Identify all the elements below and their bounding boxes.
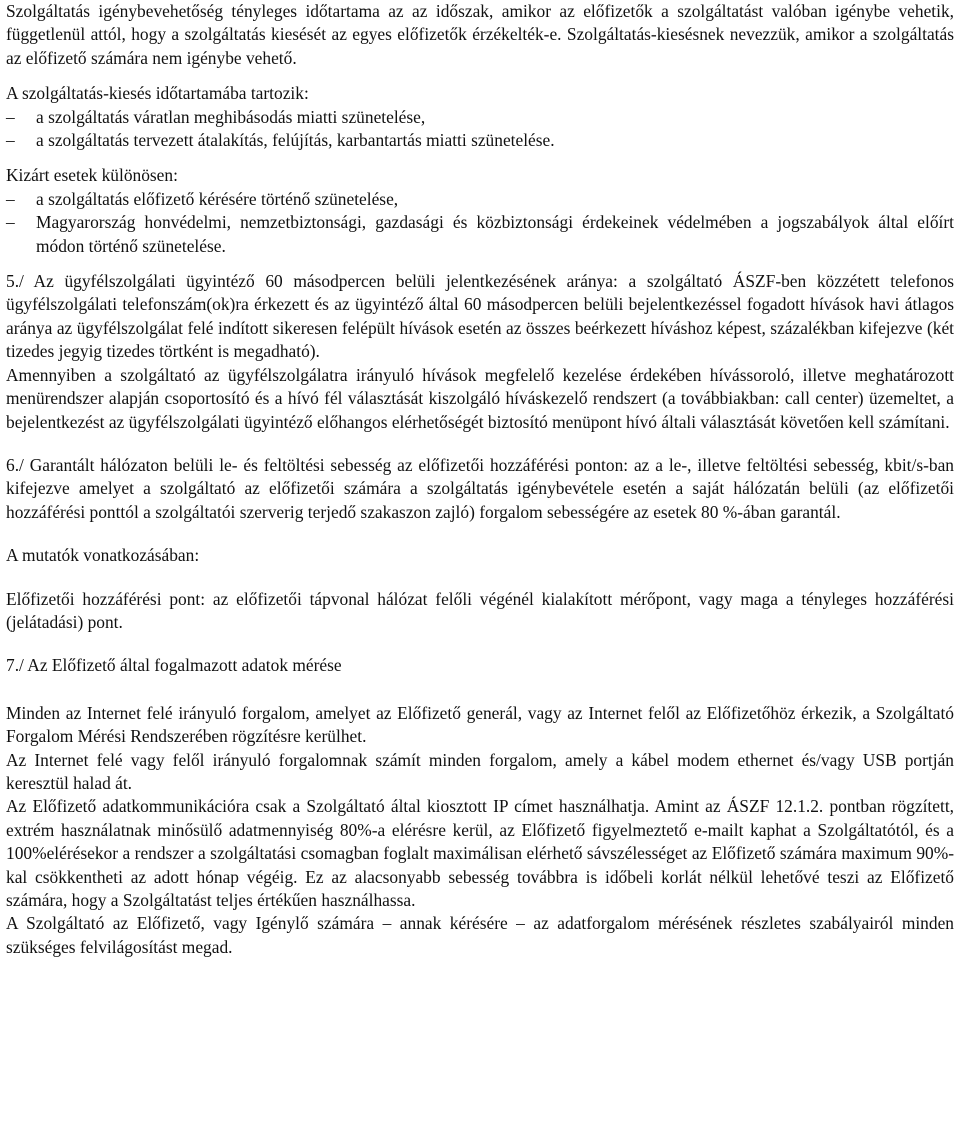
list-item-text: a szolgáltatás váratlan meghibásodás miatti szünetelése, — [36, 106, 426, 127]
list-item — [6, 106, 954, 129]
list-item — [6, 129, 954, 152]
section-7-paragraph-1: Minden az Internet felé irányuló forgalom, amelyet az Előfizető generál, vagy az Internet felől az Előfizetőhöz érkezik, a Szolgáltató Forgalom Mérési Rendszerében rögzítésre kerülhet. — [6, 702, 954, 747]
dash-marker: – — [6, 188, 15, 209]
list-item — [6, 188, 954, 211]
section-5-call-center-paragraph: Amennyiben a szolgáltató az ügyfélszolgálatra irányuló hívások megfelelő kezelése érdekében hívássoroló, illetve meghatározott menürendszer alapján csoportosító és a hívó fél választását kiszolgáló híváskezelő rendszert (a továbbiakban: call center) üzemeltet, a bejelentkezést az ügyfélszolgálati ügyintéző előhangos elérhetőségét biztosító menüpont hívó általi választását követően kell számítani. — [6, 364, 954, 432]
dash-marker: – — [6, 106, 15, 127]
list-item — [6, 211, 954, 258]
dash-marker: – — [6, 212, 15, 233]
list-item-text: a szolgáltatás előfizető kérésére történő szünetelése, — [36, 188, 399, 209]
section-7-paragraph-2: Az Internet felé vagy felől irányuló forgalomnak számít minden forgalom, amely a kábel modem ethernet és/vagy USB portján keresztül halad át. — [6, 749, 954, 793]
outage-heading: A szolgáltatás-kiesés időtartamába tartozik: — [6, 83, 309, 104]
access-point-definition: Előfizetői hozzáférési pont: az előfizetői tápvonal hálózat felőli végénél kialakított mérőpont, vagy maga a tényleges hozzáférési (jelátadási) pont. — [6, 588, 954, 632]
section-7-heading: 7./ Az Előfizető által fogalmazott adatok mérése — [6, 655, 342, 676]
excluded-heading: Kizárt esetek különösen: — [6, 165, 178, 186]
indicators-heading: A mutatók vonatkozásában: — [6, 545, 200, 566]
list-item-text: a szolgáltatás tervezett átalakítás, felújítás, karbantartás miatti szünetelése. — [36, 130, 555, 151]
section-5-paragraph: 5./ Az ügyfélszolgálati ügyintéző 60 másodpercen belüli jelentkezésének aránya: a szolgáltató ÁSZF-ben közzétett telefonos ügyfélszolgálati telefonszám(ok)ra érkezett és az ügyintéző által 60 másodpercen belüli bejelentkezéssel fogadott hívások havi átlagos aránya az ügyfélszolgálat felé indított sikeresen felépült hívások esetén az összes beérkezett híváshoz képest, százalékban kifejezve (két tizedes jegyig tizedes törtként is megadható). — [6, 271, 954, 362]
excluded-list — [6, 188, 954, 258]
outage-list — [6, 106, 954, 153]
intro-paragraph: Szolgáltatás igénybevehetőség tényleges időtartama az az időszak, amikor az előfizetők a szolgáltatást valóban igénybe vehetik, függetlenül attól, hogy a szolgáltatás kiesését az egyes előfizetők érzékelték-e. Szolgáltatás-kiesésnek nevezzük, amikor a szolgáltatás az előfizető számára nem igénybe vehető. — [6, 1, 954, 68]
list-item-text: Magyarország honvédelmi, nemzetbiztonsági, gazdasági és közbiztonsági érdekeinek védelmében a jogszabályok által előírt módon történő szünetelése. — [36, 212, 954, 256]
section-6-paragraph: 6./ Garantált hálózaton belüli le- és feltöltési sebesség az előfizetői hozzáférési ponton: az a le-, illetve feltöltési sebesség, kbit/s-ban kifejezve amelyet a szolgáltató az előfizetői számára a szolgáltatás igénybevétele esetén a saját hálózatán belüli (az előfizetői hozzáférési ponttól a szolgáltatói szerverig terjedő szakaszon zajló) forgalom sebességére az esetek 80 %-ában garantál. — [6, 454, 954, 522]
section-7-paragraph-4: A Szolgáltató az Előfizető, vagy Igénylő számára – annak kérésére – az adatforgalom mérésének részletes szabályairól minden szükséges felvilágosítást megad. — [6, 913, 954, 957]
section-7-paragraph-3: Az Előfizető adatkommunikációra csak a Szolgáltató által kiosztott IP címet használhatja. Amint az ÁSZF 12.1.2. pontban rögzített, extrém használatnak minősülő adatmennyiség 80%-a elérésre kerül, az Előfizető figyelmeztető e-mailt kaphat a Szolgáltatótól, és a 100%elérésekor a rendszer a szolgáltatási csomagban foglalt maximálisan elérhető sávszélességet az Előfizető számára maximum 90%- kal csökkentheti az adott hónap végéig. Ez az alacsonyabb sebesség továbbra is időbeli korlát nélkül lehetővé teszi az Előfizető számára, hogy a Szolgáltatást teljes értékűen használhassa. — [6, 796, 954, 910]
dash-marker: – — [6, 130, 15, 151]
